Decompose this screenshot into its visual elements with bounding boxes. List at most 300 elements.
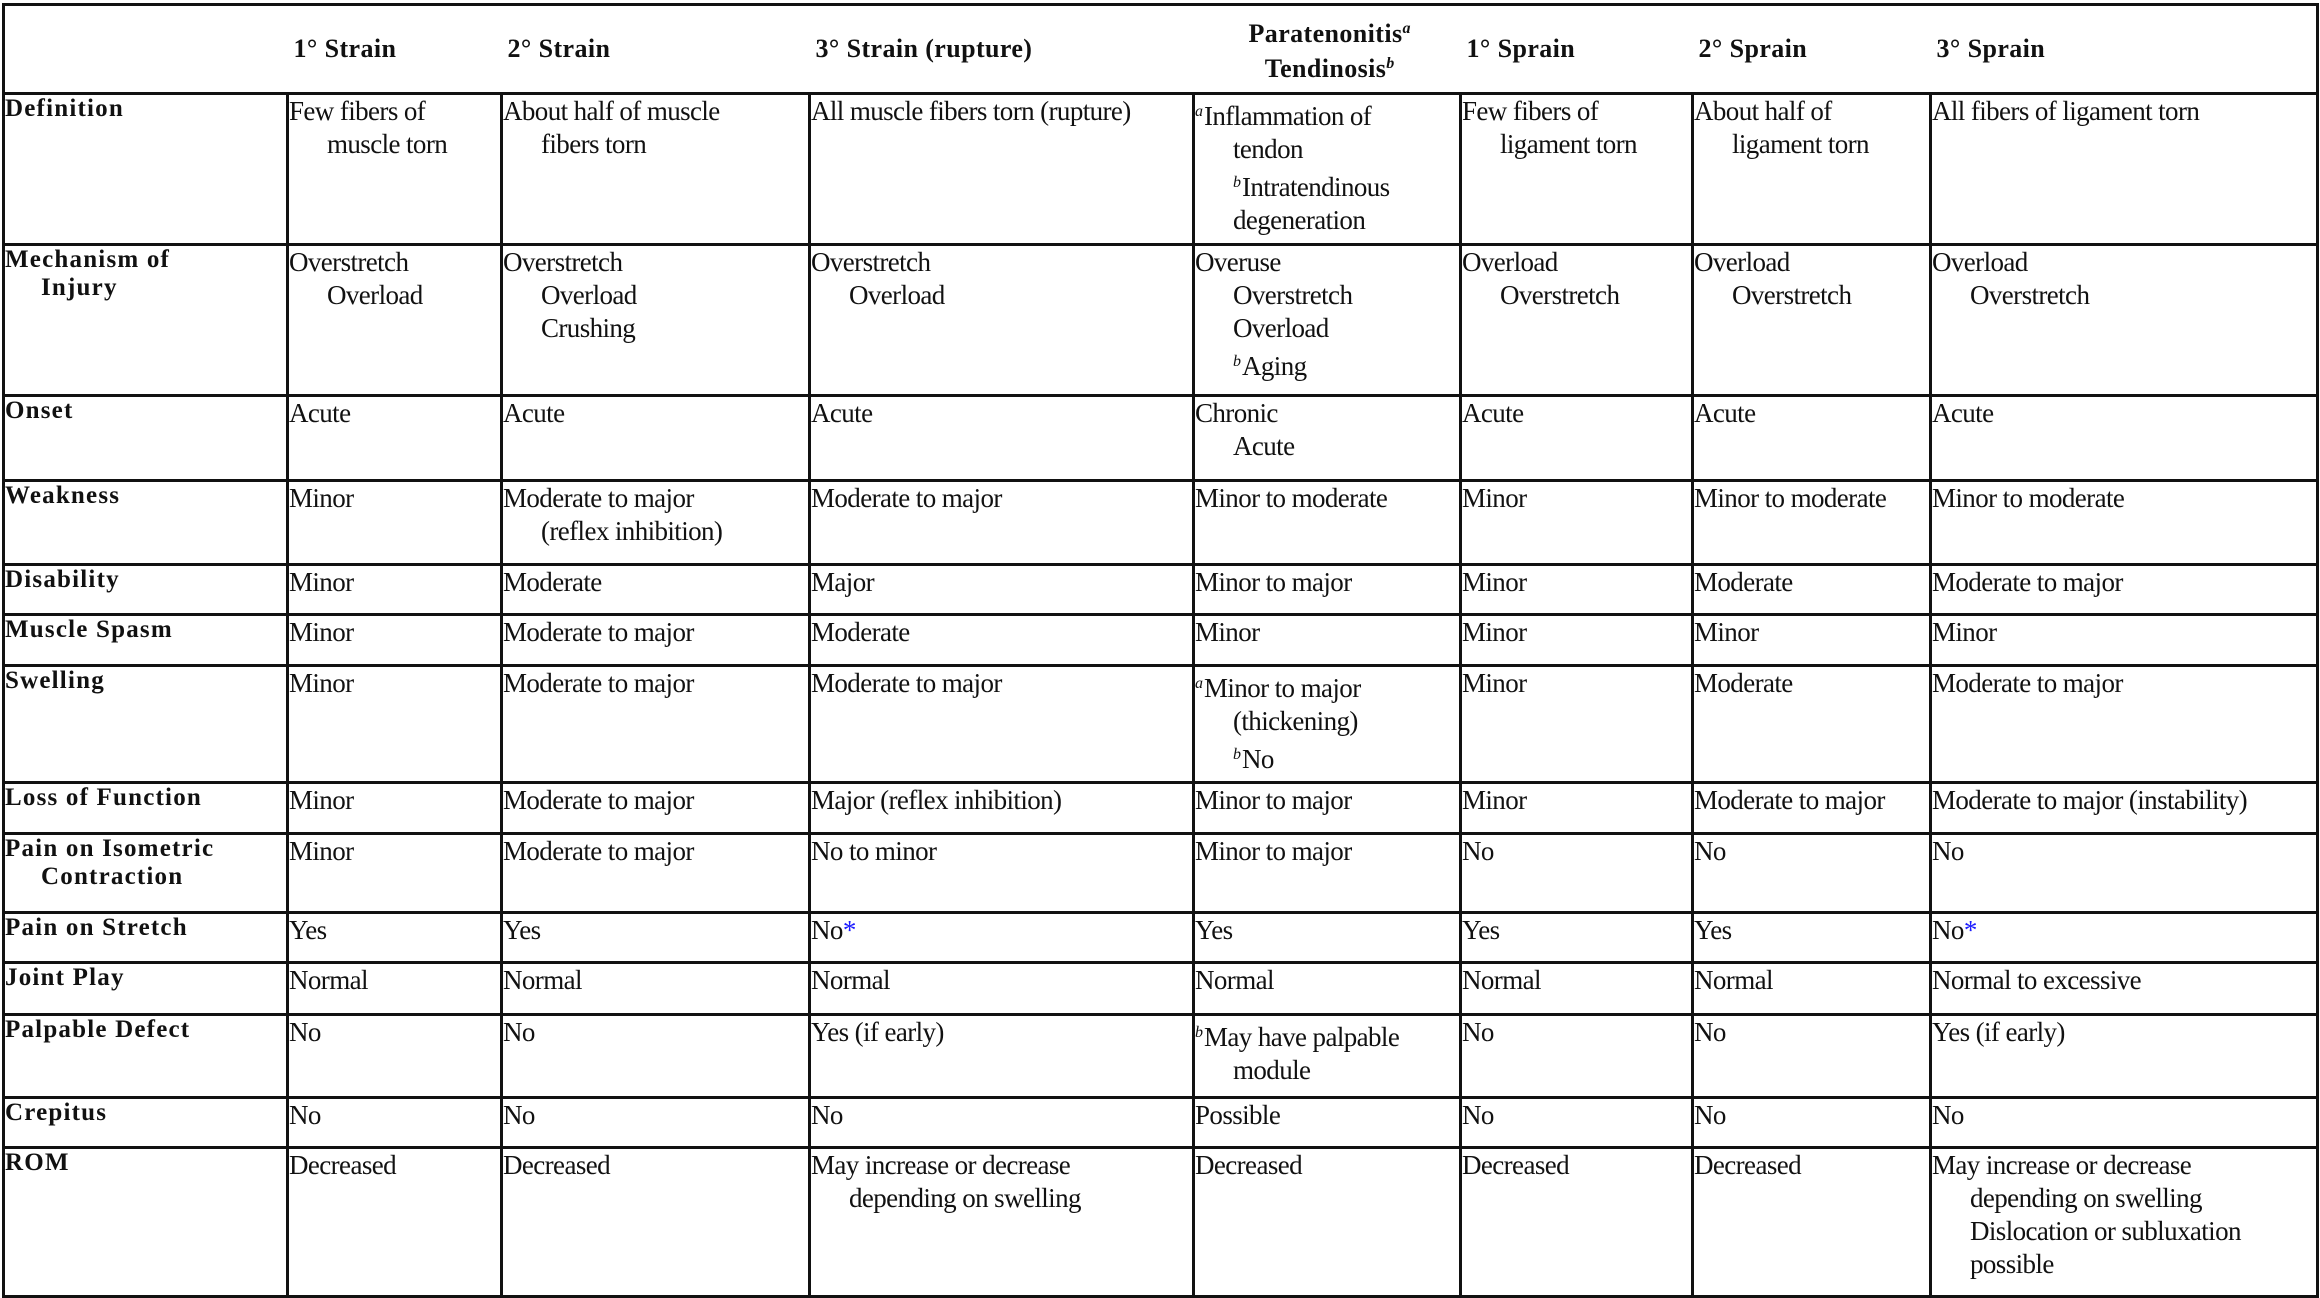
table-cell [1194, 245, 1461, 396]
injury-comparison-table [2, 3, 2319, 1298]
cell-text: Overstretch [1732, 280, 1852, 310]
cell-line [1462, 784, 1691, 817]
cell-line [811, 964, 1192, 997]
cell-text: fibers torn [541, 129, 647, 159]
table-cell [502, 963, 810, 1015]
cell-line [811, 279, 1192, 312]
cell-text: Yes [1694, 915, 1732, 945]
table-cell [1461, 1148, 1693, 1297]
cell-line [1932, 1149, 2316, 1182]
footnote-marker: a [1402, 20, 1411, 37]
cell-text: Minor [1462, 567, 1527, 597]
table-cell [810, 963, 1194, 1015]
cell-line [289, 667, 500, 700]
table-cell [1461, 94, 1693, 245]
table-row [4, 396, 2318, 481]
table-row [4, 1015, 2318, 1098]
footnote-marker: b [1195, 1024, 1203, 1041]
cell-text: Minor [1195, 617, 1260, 647]
cell-line [1195, 1149, 1459, 1182]
corner-cell [4, 5, 288, 94]
footnote-marker: a [1195, 675, 1203, 692]
header-1-sprain [1461, 5, 1693, 94]
cell-line [1932, 667, 2316, 700]
table-row [4, 963, 2318, 1015]
row-label-text: Definition [5, 95, 124, 122]
header-line [1937, 34, 2317, 64]
cell-line [1462, 1099, 1691, 1132]
cell-text: Minor to major [1204, 673, 1361, 703]
header-text: 2° Strain [507, 34, 611, 63]
cell-text: Minor [1462, 617, 1527, 647]
table-cell [1461, 396, 1693, 481]
table-cell [1194, 1098, 1461, 1148]
table-cell [288, 565, 502, 615]
cell-text: Overuse [1195, 247, 1281, 277]
cell-line [289, 616, 500, 649]
cell-line [1694, 566, 1929, 599]
asterisk-footnote-link[interactable]: * [842, 915, 856, 945]
cell-line [1195, 204, 1459, 237]
cell-line [289, 1149, 500, 1182]
cell-text: No [1932, 836, 1964, 866]
cell-line [1694, 279, 1929, 312]
asterisk-footnote-link[interactable]: * [1963, 915, 1977, 945]
table-cell [1194, 783, 1461, 834]
cell-text: degeneration [1233, 205, 1366, 235]
footnote-marker: b [1233, 353, 1241, 370]
cell-line [503, 784, 808, 817]
table-cell [1194, 565, 1461, 615]
cell-line [1694, 1099, 1929, 1132]
cell-line [811, 1099, 1192, 1132]
cell-line [503, 964, 808, 997]
cell-line [1932, 1215, 2316, 1248]
cell-text: Minor to moderate [1694, 483, 1887, 513]
cell-text: Inflammation of [1204, 101, 1372, 131]
cell-text: About half of [1694, 96, 1832, 126]
row-label-text: Pain on Stretch [5, 914, 188, 941]
row-label [4, 1098, 288, 1148]
cell-text: Minor to moderate [1932, 483, 2125, 513]
cell-line [1195, 914, 1459, 947]
cell-line [289, 566, 500, 599]
cell-line [1932, 482, 2316, 515]
table-row [4, 1098, 2318, 1148]
row-label-text: Disability [5, 566, 120, 593]
table-cell [1693, 615, 1931, 666]
cell-text: Yes (if early) [811, 1017, 944, 1047]
cell-text: Minor [289, 668, 354, 698]
cell-line [1195, 566, 1459, 599]
header-paratenonitis-tendinosis [1194, 5, 1461, 94]
cell-line [1195, 312, 1459, 345]
cell-text: Normal [1462, 965, 1541, 995]
cell-text: No [1932, 1100, 1964, 1130]
cell-line [1694, 246, 1929, 279]
cell-text: Moderate to major (instability) [1932, 785, 2248, 815]
cell-line [1462, 835, 1691, 868]
table-body [4, 94, 2318, 1297]
cell-line [503, 1099, 808, 1132]
cell-line [1462, 279, 1691, 312]
cell-text: Normal [1195, 965, 1274, 995]
cell-text: No [811, 1100, 843, 1130]
cell-line [1195, 279, 1459, 312]
cell-text: module [1233, 1055, 1311, 1085]
cell-text: Acute [503, 398, 565, 428]
cell-line [1462, 95, 1691, 128]
table-row [4, 245, 2318, 396]
cell-line [811, 667, 1192, 700]
cell-text: Normal [811, 965, 890, 995]
cell-line [1195, 667, 1459, 705]
table-row [4, 783, 2318, 834]
table-cell [502, 1015, 810, 1098]
cell-line [1195, 430, 1459, 463]
cell-text: Decreased [1195, 1150, 1303, 1180]
cell-line [1195, 166, 1459, 204]
cell-line [1195, 1054, 1459, 1087]
cell-text: Overload [1462, 247, 1558, 277]
table-cell [1194, 1015, 1461, 1098]
cell-line [1195, 482, 1459, 515]
row-label-text: Injury [41, 274, 118, 301]
table-cell [810, 783, 1194, 834]
header-text: 3° Strain (rupture) [815, 34, 1033, 63]
cell-line [1932, 964, 2316, 997]
cell-text: Moderate [1694, 668, 1793, 698]
table-cell [1931, 481, 2318, 565]
table-cell [288, 94, 502, 245]
cell-text: No [1462, 836, 1494, 866]
cell-text: Acute [1932, 398, 1994, 428]
cell-text: Minor [289, 617, 354, 647]
table-cell [288, 963, 502, 1015]
cell-line [1195, 246, 1459, 279]
table-cell [502, 565, 810, 615]
table-cell [1194, 1148, 1461, 1297]
row-label-text: ROM [5, 1149, 70, 1176]
cell-text: All muscle fibers torn (rupture) [811, 96, 1131, 126]
table-cell [1693, 666, 1931, 783]
cell-text: Normal to excessive [1932, 965, 2142, 995]
cell-text: Major [811, 567, 874, 597]
cell-line [1694, 128, 1929, 161]
row-label [4, 963, 288, 1015]
table-cell [1194, 94, 1461, 245]
cell-text: Minor [1462, 785, 1527, 815]
table-row [4, 913, 2318, 963]
header-2-strain [502, 5, 810, 94]
cell-line [811, 482, 1192, 515]
table-cell [1931, 783, 2318, 834]
cell-text: (reflex inhibition) [541, 516, 723, 546]
header-3-sprain [1931, 5, 2318, 94]
cell-line [289, 482, 500, 515]
cell-line [1462, 566, 1691, 599]
cell-text: Overload [1694, 247, 1790, 277]
cell-line [1462, 128, 1691, 161]
cell-text: Minor [1694, 617, 1759, 647]
cell-text: No [1694, 1100, 1726, 1130]
cell-line [1932, 784, 2316, 817]
cell-line [289, 914, 500, 947]
cell-line [1462, 914, 1691, 947]
header-row [4, 5, 2318, 94]
cell-line [811, 246, 1192, 279]
cell-line [289, 964, 500, 997]
row-label-text: Contraction [41, 863, 184, 890]
cell-text: Yes [503, 915, 541, 945]
cell-text: Crushing [541, 313, 636, 343]
cell-text: ligament torn [1500, 129, 1637, 159]
footnote-marker: b [1233, 746, 1241, 763]
table-row [4, 1148, 2318, 1297]
cell-line [1932, 1182, 2316, 1215]
table-cell [502, 783, 810, 834]
cell-line [1195, 345, 1459, 383]
cell-line [1195, 1016, 1459, 1054]
cell-line [1932, 397, 2316, 430]
header-line [1467, 34, 1693, 64]
cell-text: Yes [1462, 915, 1500, 945]
cell-line [1195, 397, 1459, 430]
cell-text: Few fibers of [1462, 96, 1599, 126]
cell-line [503, 835, 808, 868]
cell-line [1932, 1099, 2316, 1132]
table-cell [288, 783, 502, 834]
cell-line [289, 835, 500, 868]
cell-line [811, 397, 1192, 430]
cell-text: Normal [503, 965, 582, 995]
cell-line [503, 566, 808, 599]
cell-line [811, 784, 1192, 817]
row-label-text: Muscle Spasm [5, 616, 173, 643]
table-row [4, 666, 2318, 783]
cell-line [1932, 95, 2316, 128]
table-cell [502, 396, 810, 481]
row-label-text: Palpable Defect [5, 1016, 191, 1043]
footnote-marker: b [1233, 174, 1241, 191]
table-cell [1194, 481, 1461, 565]
footnote-marker: b [1386, 55, 1395, 72]
row-label [4, 1148, 288, 1297]
cell-text: Overload [541, 280, 637, 310]
cell-text: Overstretch [1233, 280, 1353, 310]
row-label [4, 1015, 288, 1098]
cell-text: Minor [1462, 668, 1527, 698]
cell-text: No [811, 915, 843, 945]
row-label-text: Pain on Isometric [5, 835, 215, 862]
cell-text: Aging [1242, 351, 1307, 381]
table-cell [1931, 834, 2318, 913]
cell-line [811, 566, 1192, 599]
cell-line [1195, 784, 1459, 817]
table-cell [1693, 481, 1931, 565]
table-cell [810, 245, 1194, 396]
table-cell [1693, 1148, 1931, 1297]
cell-line [289, 1016, 500, 1049]
header-text: 3° Sprain [1936, 34, 2046, 63]
table-cell [810, 834, 1194, 913]
cell-line [503, 279, 808, 312]
cell-line [1462, 246, 1691, 279]
cell-text: Minor to major [1195, 836, 1352, 866]
table-cell [1693, 783, 1931, 834]
cell-text: Minor [1462, 483, 1527, 513]
cell-text: Moderate [503, 567, 602, 597]
cell-text: Yes [289, 915, 327, 945]
cell-text: About half of muscle [503, 96, 720, 126]
cell-text: Decreased [503, 1150, 611, 1180]
cell-text: Overload [1932, 247, 2028, 277]
cell-text: Yes [1195, 915, 1233, 945]
cell-line [289, 95, 500, 128]
row-label-text: Joint Play [5, 964, 125, 991]
table-row [4, 834, 2318, 913]
cell-text: No [1242, 744, 1274, 774]
cell-line [1694, 95, 1929, 128]
row-label [4, 94, 288, 245]
cell-text: No [289, 1017, 321, 1047]
cell-line [503, 515, 808, 548]
cell-line [811, 1016, 1192, 1049]
cell-text: No [1932, 915, 1964, 945]
cell-line [503, 667, 808, 700]
table-cell [502, 94, 810, 245]
header-text: Paratenonitis [1248, 19, 1403, 48]
header-line [1699, 34, 1931, 64]
table-cell [810, 913, 1194, 963]
cell-line [503, 95, 808, 128]
cell-line [1932, 835, 2316, 868]
row-label [4, 834, 288, 913]
table-cell [1931, 396, 2318, 481]
cell-text: (thickening) [1233, 706, 1358, 736]
table-cell [1194, 834, 1461, 913]
table-cell [1931, 913, 2318, 963]
cell-line [1462, 1149, 1691, 1182]
cell-line [1694, 1149, 1929, 1182]
cell-text: All fibers of ligament torn [1932, 96, 2200, 126]
cell-text: Minor [289, 567, 354, 597]
cell-line [289, 1099, 500, 1132]
cell-line [1462, 397, 1691, 430]
cell-line [1462, 482, 1691, 515]
row-label [4, 481, 288, 565]
row-label [4, 783, 288, 834]
table-cell [288, 913, 502, 963]
cell-text: Major (reflex inhibition) [811, 785, 1062, 815]
cell-line [1932, 246, 2316, 279]
cell-line [1195, 835, 1459, 868]
cell-line [503, 128, 808, 161]
table-cell [1693, 913, 1931, 963]
cell-text: Minor to major [1195, 567, 1352, 597]
cell-text: Moderate [811, 617, 910, 647]
table-row [4, 565, 2318, 615]
table-cell [810, 615, 1194, 666]
row-label [4, 396, 288, 481]
cell-line [1694, 784, 1929, 817]
cell-line [811, 1182, 1192, 1215]
cell-line [811, 1149, 1192, 1182]
cell-text: Normal [1694, 965, 1773, 995]
cell-text: Minor [1932, 617, 1997, 647]
cell-text: Overstretch [811, 247, 931, 277]
cell-line [1694, 964, 1929, 997]
table-row [4, 615, 2318, 666]
cell-line [1932, 1016, 2316, 1049]
table-cell [1693, 1015, 1931, 1098]
cell-text: No [1462, 1017, 1494, 1047]
cell-line [811, 95, 1192, 128]
cell-line [1932, 914, 2316, 947]
cell-text: Acute [1233, 431, 1295, 461]
cell-text: Moderate to major [503, 785, 694, 815]
row-label [4, 913, 288, 963]
cell-line [1694, 616, 1929, 649]
cell-line [1694, 1016, 1929, 1049]
header-text: 2° Sprain [1698, 34, 1808, 63]
row-label-text: Crepitus [5, 1099, 108, 1126]
header-line [1200, 14, 1461, 49]
cell-line [1195, 964, 1459, 997]
table-cell [1693, 1098, 1931, 1148]
cell-text: Few fibers of [289, 96, 426, 126]
cell-text: Acute [811, 398, 873, 428]
cell-text: No [1462, 1100, 1494, 1130]
cell-line [1694, 914, 1929, 947]
cell-line [1932, 279, 2316, 312]
cell-line [1195, 95, 1459, 133]
cell-line [503, 914, 808, 947]
table-cell [1461, 245, 1693, 396]
cell-text: No [289, 1100, 321, 1130]
table-cell [1693, 245, 1931, 396]
cell-line [811, 616, 1192, 649]
row-label-text: Weakness [5, 482, 121, 509]
table-cell [1693, 94, 1931, 245]
cell-text: Normal [289, 965, 368, 995]
cell-line [1462, 1016, 1691, 1049]
cell-text: Decreased [289, 1150, 397, 1180]
cell-line [811, 914, 1192, 947]
table-cell [1194, 913, 1461, 963]
cell-text: Intratendinous [1242, 172, 1390, 202]
cell-text: Overstretch [1970, 280, 2090, 310]
header-line [816, 34, 1194, 64]
table-cell [810, 481, 1194, 565]
cell-text: Moderate to major [811, 483, 1002, 513]
cell-line [503, 246, 808, 279]
table-cell [502, 481, 810, 565]
table-cell [810, 565, 1194, 615]
row-label [4, 565, 288, 615]
cell-line [503, 482, 808, 515]
table-cell [1931, 245, 2318, 396]
table-cell [1194, 963, 1461, 1015]
cell-line [1462, 616, 1691, 649]
header-text: 1° Strain [293, 34, 397, 63]
cell-line [1195, 133, 1459, 166]
cell-text: Overload [1233, 313, 1329, 343]
table-cell [1194, 396, 1461, 481]
cell-text: Acute [1462, 398, 1524, 428]
cell-text: Yes (if early) [1932, 1017, 2065, 1047]
table-cell [810, 1015, 1194, 1098]
